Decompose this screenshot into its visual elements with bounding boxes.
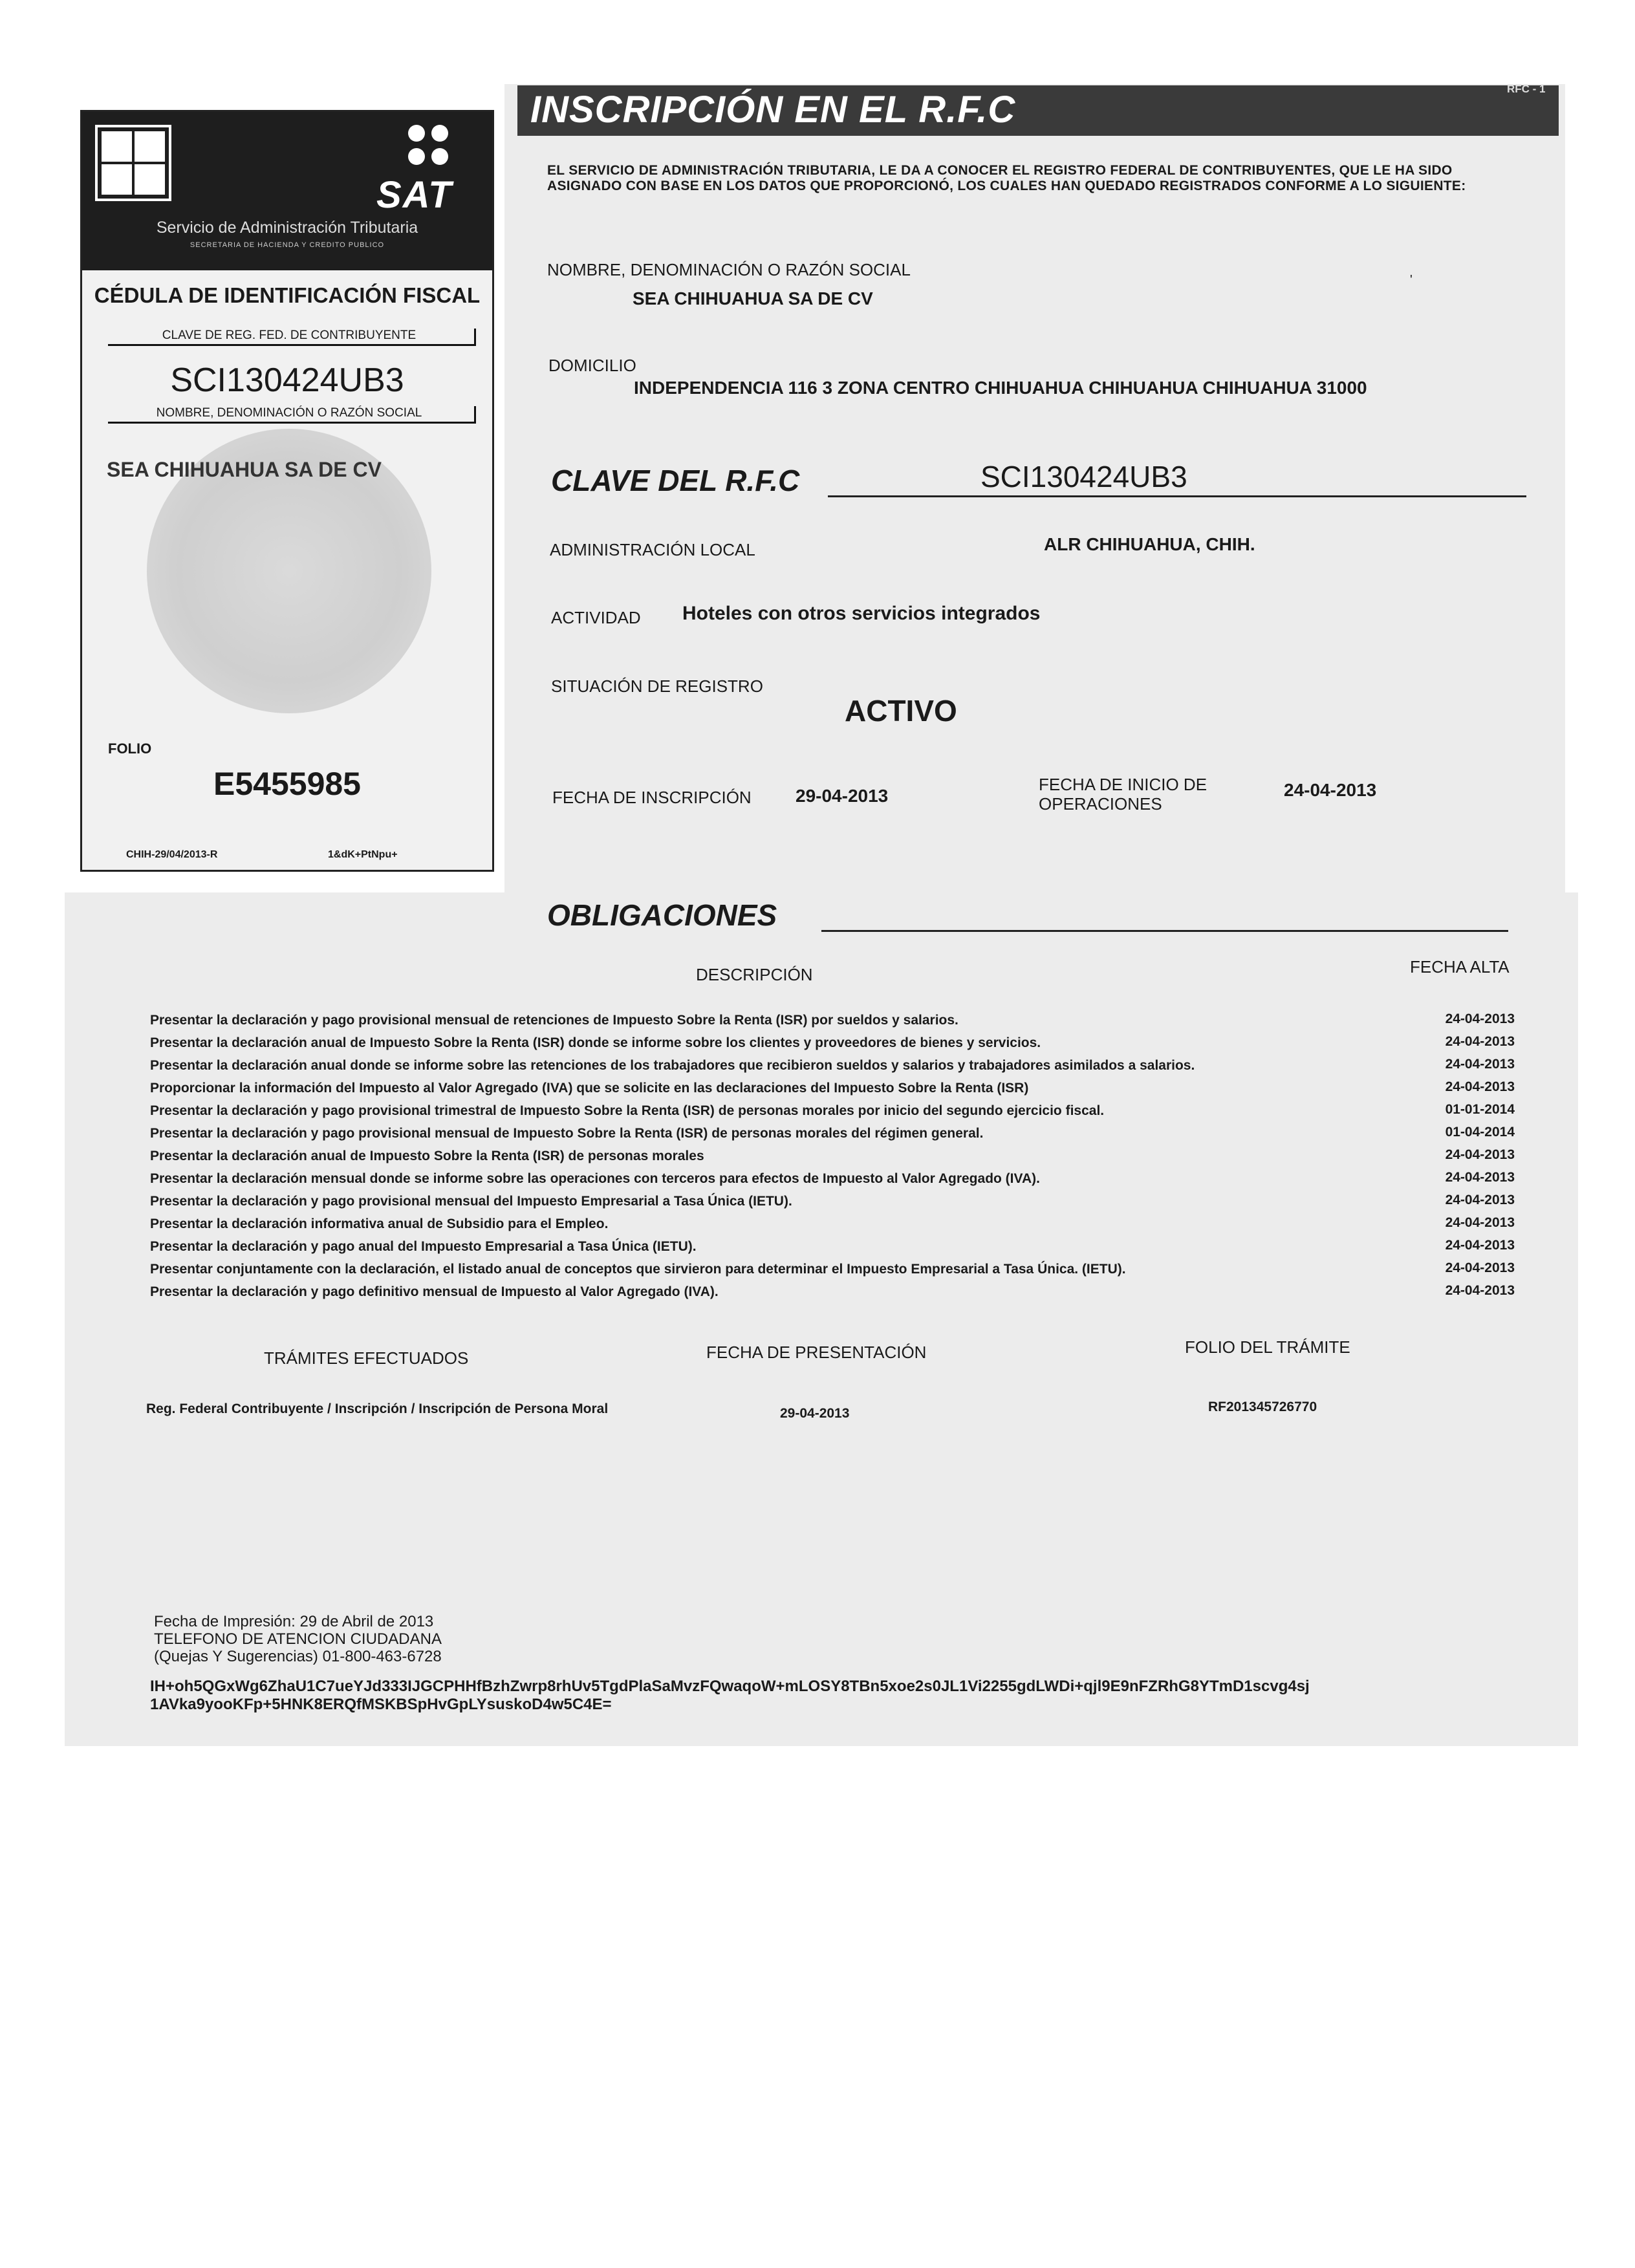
cedula-header	[82, 112, 492, 270]
card-folio-label: FOLIO	[108, 740, 152, 757]
fecha-inscripcion-value: 29-04-2013	[796, 786, 889, 806]
sat-logo: SAT	[376, 174, 453, 216]
obligacion-fecha: 24-04-2013	[1445, 1034, 1515, 1049]
clave-rfc-value: SCI130424UB3	[980, 460, 1187, 493]
cedula-title: CÉDULA DE IDENTIFICACIÓN FISCAL	[94, 283, 481, 307]
title-bar	[517, 85, 1559, 136]
shcp-logo	[95, 125, 171, 201]
print-info	[154, 1613, 442, 1665]
presentacion-value: 29-04-2013	[780, 1406, 850, 1421]
card-folio-value: E5455985	[213, 766, 361, 802]
obligacion-fecha: 24-04-2013	[1445, 1057, 1515, 1072]
nombre-value: SEA CHIHUAHUA SA DE CV	[633, 288, 873, 308]
list-item	[150, 1216, 1515, 1239]
obligacion-fecha: 24-04-2013	[1445, 1193, 1515, 1207]
card-footer-code: CHIH-29/04/2013-R	[126, 849, 218, 860]
card-rfc-value: SCI130424UB3	[170, 362, 404, 399]
obligacion-desc: Presentar la declaración y pago provisional trimestral de Impuesto Sobre la Renta (ISR) de personas morales por inicio del segundo ejercicio fiscal.	[150, 1103, 1105, 1118]
divider	[821, 930, 1508, 932]
obligacion-fecha: 24-04-2013	[1445, 1170, 1515, 1185]
page-title: INSCRIPCIÓN EN EL R.F.C	[530, 89, 1016, 131]
obligacion-fecha: 24-04-2013	[1445, 1147, 1515, 1162]
list-item	[150, 1171, 1515, 1194]
list-item	[150, 1239, 1515, 1262]
obligaciones-title: OBLIGACIONES	[547, 898, 777, 932]
intro-text: EL SERVICIO DE ADMINISTRACIÓN TRIBUTARIA, LE DA A CONOCER EL REGISTRO FEDERAL DE CONTRIBUYENTES, QUE LE HA SIDO ASIGNADO CON BASE EN LOS DATOS QUE PROPORCIONÓ, LOS CUALES HAN QUEDADO REGISTRADOS CONFORME A LO SIGUIENTE:	[547, 163, 1466, 193]
obligacion-desc: Presentar conjuntamente con la declaración, el listado anual de conceptos que sirvieron para determinar el Impuesto Empresarial a Tasa Única. (IETU).	[150, 1262, 1126, 1277]
cadena-line-1: IH+oh5QGxWg6ZhaU1C7ueYJd333IJGCPHHfBzhZwrp8rhUv5TgdPlaSaMvzFQwaqoW+mLOSY8TBn5xoe2s0JL1Vi2255gdLWDi+qjl9E9nFZRhG8YTmD1scvg4sj	[150, 1678, 1310, 1695]
list-item	[150, 1035, 1515, 1058]
list-item	[150, 1058, 1515, 1081]
obligacion-desc: Presentar la declaración y pago provisional mensual del Impuesto Empresarial a Tasa Única (IETU).	[150, 1194, 792, 1209]
actividad-value: Hoteles con otros servicios integrados	[682, 603, 1041, 624]
obligacion-desc: Presentar la declaración y pago definitivo mensual de Impuesto al Valor Agregado (IVA).	[150, 1284, 719, 1299]
fecha-inicio-value: 24-04-2013	[1284, 780, 1377, 800]
cedula-card	[80, 110, 494, 872]
obligacion-desc: Presentar la declaración anual de Impuesto Sobre la Renta (ISR) donde se informe sobre los clientes y proveedores de bienes y servicios.	[150, 1035, 1041, 1050]
card-nombre-label: NOMBRE, DENOMINACIÓN O RAZÓN SOCIAL	[108, 406, 476, 424]
situacion-label: SITUACIÓN DE REGISTRO	[551, 676, 763, 696]
folio-tramite-header: FOLIO DEL TRÁMITE	[1185, 1337, 1350, 1357]
list-item	[150, 1081, 1515, 1103]
obligacion-fecha: 24-04-2013	[1445, 1215, 1515, 1230]
domicilio-label: DOMICILIO	[548, 356, 636, 375]
fecha-inicio-label: FECHA DE INICIO DE OPERACIONES	[1039, 775, 1207, 814]
tramites-header: TRÁMITES EFECTUADOS	[264, 1348, 469, 1368]
admin-local-label: ADMINISTRACIÓN LOCAL	[550, 540, 755, 559]
obligacion-fecha: 24-04-2013	[1445, 1283, 1515, 1298]
card-nombre-value: SEA CHIHUAHUA SA DE CV	[107, 458, 382, 481]
admin-local-value: ALR CHIHUAHUA, CHIH.	[1044, 534, 1255, 554]
list-item	[150, 1262, 1515, 1284]
sat-service-name: Servicio de Administración Tributaria	[156, 219, 418, 237]
telefono-value: (Quejas Y Sugerencias) 01-800-463-6728	[154, 1648, 442, 1665]
cadena-original	[150, 1678, 1521, 1714]
list-item	[150, 1194, 1515, 1216]
telefono-label: TELEFONO DE ATENCION CIUDADANA	[154, 1630, 442, 1648]
obligacion-fecha: 24-04-2013	[1445, 1260, 1515, 1275]
domicilio-value: INDEPENDENCIA 116 3 ZONA CENTRO CHIHUAHUA CHIHUAHUA CHIHUAHUA 31000	[634, 378, 1367, 398]
cadena-line-2: 1AVka9yooKFp+5HNK8ERQfMSKBSpHvGpLYsuskoD4w5C4E=	[150, 1696, 612, 1713]
divider	[828, 495, 1526, 497]
obligacion-fecha: 24-04-2013	[1445, 1238, 1515, 1253]
obligacion-desc: Presentar la declaración y pago anual del Impuesto Empresarial a Tasa Única (IETU).	[150, 1239, 697, 1254]
presentacion-header: FECHA DE PRESENTACIÓN	[706, 1343, 927, 1362]
card-clave-label: CLAVE DE REG. FED. DE CONTRIBUYENTE	[108, 329, 476, 346]
obligacion-desc: Presentar la declaración y pago provisional mensual de retenciones de Impuesto Sobre la Renta (ISR) por sueldos y salarios.	[150, 1013, 958, 1028]
folio-tramite-value: RF201345726770	[1208, 1399, 1317, 1414]
obligaciones-list	[150, 1013, 1515, 1307]
obligacion-desc: Presentar la declaración mensual donde se informe sobre las operaciones con terceros para efectos de Impuesto al Valor Agregado (IVA).	[150, 1171, 1040, 1186]
nombre-label: NOMBRE, DENOMINACIÓN O RAZÓN SOCIAL	[547, 260, 911, 279]
sat-logo-dots	[403, 125, 461, 170]
list-item	[150, 1284, 1515, 1307]
form-code: RFC - 1	[1507, 83, 1546, 95]
clave-rfc-label: CLAVE DEL R.F.C	[551, 464, 800, 497]
card-footer-hash: 1&dK+PtNpu+	[328, 849, 398, 860]
situacion-value: ACTIVO	[845, 694, 957, 728]
obligacion-fecha: 24-04-2013	[1445, 1011, 1515, 1026]
fecha-impresion: Fecha de Impresión: 29 de Abril de 2013	[154, 1613, 434, 1630]
obligacion-desc: Presentar la declaración anual de Impuesto Sobre la Renta (ISR) de personas morales	[150, 1149, 704, 1163]
obligacion-desc: Proporcionar la información del Impuesto al Valor Agregado (IVA) que se solicite en las declaraciones del Impuesto Sobre la Renta (ISR)	[150, 1081, 1029, 1096]
obligacion-desc: Presentar la declaración y pago provisional mensual de Impuesto Sobre la Renta (ISR) de personas morales del régimen general.	[150, 1126, 984, 1141]
tramite-value: Reg. Federal Contribuyente / Inscripción / Inscripción de Persona Moral	[146, 1401, 609, 1416]
list-item	[150, 1126, 1515, 1149]
fecha-inscripcion-label: FECHA DE INSCRIPCIÓN	[552, 788, 752, 807]
actividad-label: ACTIVIDAD	[551, 608, 641, 627]
fecha-alta-header: FECHA ALTA	[1410, 957, 1510, 977]
obligacion-fecha: 01-01-2014	[1445, 1102, 1515, 1117]
obligacion-fecha: 01-04-2014	[1445, 1125, 1515, 1139]
secretaria-name: SECRETARIA DE HACIENDA Y CREDITO PUBLICO	[189, 241, 385, 249]
descripcion-header: DESCRIPCIÓN	[696, 965, 813, 984]
obligacion-desc: Presentar la declaración informativa anual de Subsidio para el Empleo.	[150, 1216, 609, 1231]
list-item	[150, 1013, 1515, 1035]
obligacion-fecha: 24-04-2013	[1445, 1079, 1515, 1094]
obligacion-desc: Presentar la declaración anual donde se informe sobre las retenciones de los trabajadores que recibieron sueldos y salarios y trabajadores asimilados a salarios.	[150, 1058, 1195, 1073]
list-item	[150, 1103, 1515, 1126]
list-item	[150, 1149, 1515, 1171]
